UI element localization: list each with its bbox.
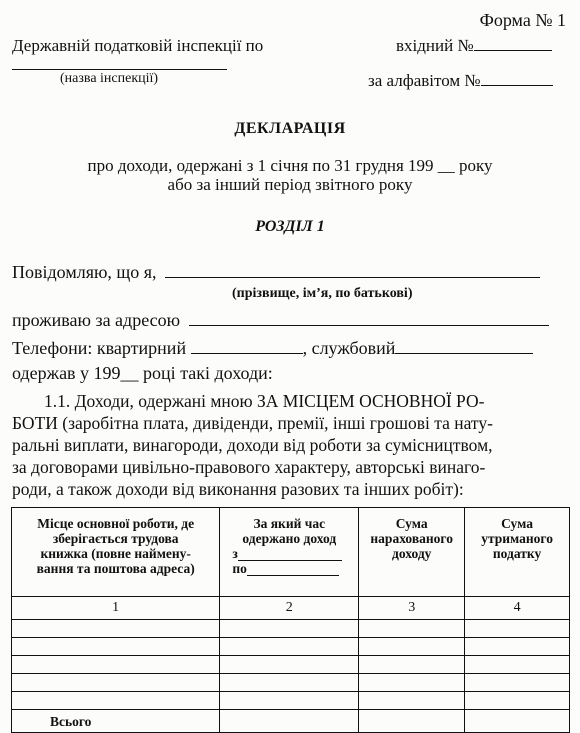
period-from-field[interactable]: з [220, 546, 358, 561]
total-label: Всього [50, 714, 92, 729]
incoming-number-label: вхідний № [396, 36, 474, 55]
subtitle-line-2: або за інший період звітного року [167, 175, 413, 194]
name-field-line [165, 263, 540, 278]
paragraph-line: 1.1. Доходи, одержані мною ЗА МІСЦЕМ ОСНОВНОЇ РО- [44, 391, 485, 411]
paragraph-line: БОТИ (заробітна плата, дивіденди, премії, інші грошові та нату- [12, 413, 493, 433]
header-period: За який час одержано доход з по [220, 508, 359, 597]
work-phone-line [395, 339, 533, 354]
table-cell[interactable] [220, 656, 359, 674]
column-number: 4 [465, 597, 570, 620]
table-cell[interactable] [12, 638, 220, 656]
incoming-number-field[interactable] [396, 36, 552, 56]
table-cell[interactable] [220, 620, 359, 638]
total-label-cell [12, 710, 220, 733]
name-field-label: Повідомляю, що я, [12, 262, 157, 282]
table-cell[interactable] [220, 692, 359, 710]
table-cell[interactable] [12, 692, 220, 710]
table-cell[interactable] [359, 620, 465, 638]
phones-field[interactable] [12, 338, 533, 359]
table-cell[interactable] [12, 656, 220, 674]
addressee-label: Державній податковій інспекції по [12, 36, 264, 55]
work-phone-label: , службовий [302, 338, 396, 358]
header-workplace: Місце основної роботи, де зберігається трудова книжка (повне наймену- вання та поштова адреса) [12, 508, 220, 597]
section-heading: РОЗДІЛ 1 [255, 218, 325, 235]
name-field[interactable] [12, 262, 540, 283]
address-field[interactable] [12, 310, 549, 331]
income-table [11, 507, 570, 733]
table-cell[interactable] [220, 710, 359, 733]
alphabet-number-field[interactable] [368, 71, 553, 91]
alphabet-number-line [481, 71, 553, 86]
income-received-text: одержав у 199__ році такі доходи: [12, 363, 273, 383]
table-cell[interactable] [12, 674, 220, 692]
name-caption: (прізвище, ім’я, по батькові) [232, 286, 413, 301]
alphabet-number-label: за алфавітом № [368, 71, 481, 90]
header-accrued-income: Сума нарахованого доходу [359, 508, 465, 597]
table-cell[interactable] [465, 674, 570, 692]
period-to-field[interactable]: по [220, 561, 358, 576]
paragraph-line: роди, а також доходи від виконання разових та інших робіт): [12, 479, 464, 499]
table-cell[interactable] [465, 638, 570, 656]
column-number: 3 [359, 597, 465, 620]
column-number-row [12, 597, 570, 620]
column-number: 2 [220, 597, 359, 620]
form-number: Форма № 1 [479, 10, 566, 30]
paragraph-line: за договорами цивільно-правового характеру, авторські винаго- [12, 457, 486, 477]
table-cell[interactable] [359, 674, 465, 692]
total-row [12, 710, 570, 733]
table-cell[interactable] [359, 656, 465, 674]
table-cell[interactable] [359, 692, 465, 710]
table-row[interactable] [12, 620, 570, 638]
inspection-name-caption: (назва інспекції) [60, 71, 159, 86]
table-row[interactable] [12, 692, 570, 710]
inspection-name-line[interactable] [12, 53, 227, 70]
table-row[interactable] [12, 656, 570, 674]
table-cell[interactable] [359, 638, 465, 656]
subtitle-line-1: про доходи, одержані з 1 січня по 31 грудня 199 __ року [87, 156, 493, 175]
table-cell[interactable] [465, 692, 570, 710]
table-cell[interactable] [220, 638, 359, 656]
table-cell[interactable] [465, 710, 570, 733]
table-cell[interactable] [12, 620, 220, 638]
home-phone-line [191, 339, 303, 354]
column-number: 1 [12, 597, 220, 620]
document-title: ДЕКЛАРАЦІЯ [234, 120, 346, 137]
address-field-line [189, 311, 549, 326]
table-cell[interactable] [465, 656, 570, 674]
income-paragraph [12, 390, 572, 500]
home-phone-label: Телефони: квартирний [12, 338, 187, 358]
paragraph-line: ральні виплати, винагороди, доходи від роботи за сумісництвом, [12, 435, 493, 455]
table-header-row [12, 508, 570, 597]
table-cell[interactable] [359, 710, 465, 733]
header-withheld-tax: Сума утриманого податку [465, 508, 570, 597]
table-row[interactable] [12, 638, 570, 656]
incoming-number-line [474, 36, 552, 51]
table-cell[interactable] [220, 674, 359, 692]
table-row[interactable] [12, 674, 570, 692]
table-cell[interactable] [465, 620, 570, 638]
address-field-label: проживаю за адресою [12, 310, 181, 330]
